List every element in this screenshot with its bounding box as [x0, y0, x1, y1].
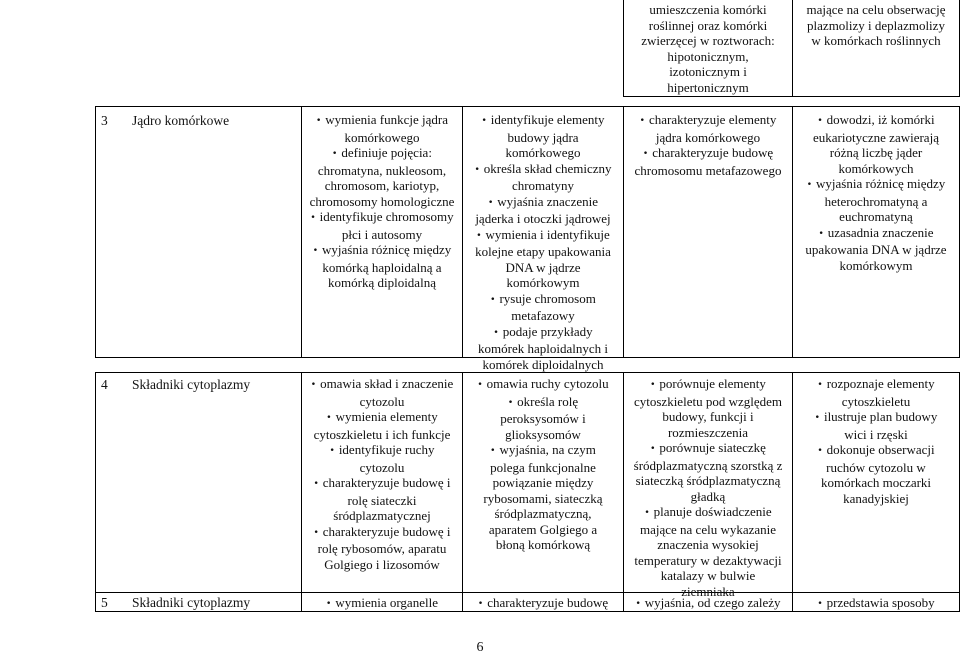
bullet-icon: • — [818, 228, 824, 239]
bullet-line — [463, 324, 623, 342]
cell-text: charakteryzuje budowę i — [322, 523, 451, 539]
cell-line — [793, 258, 959, 274]
row5-col2 — [463, 595, 623, 613]
cell-text: porównuje elementy — [659, 376, 766, 391]
bullet-icon: • — [312, 246, 319, 256]
cell-text: wymienia i identyfikuje — [485, 226, 610, 242]
bullet-icon: • — [474, 164, 480, 175]
cell-text: śródplazmatycznej — [333, 508, 431, 523]
cell-line — [302, 427, 462, 443]
bullet-line — [302, 242, 462, 260]
cell-text: charakteryzuje budowę — [487, 595, 609, 610]
bullet-line — [624, 145, 792, 163]
cell-line — [302, 194, 462, 210]
row4-col4 — [793, 376, 959, 506]
cell-text: metafazowy — [511, 308, 575, 323]
bullet-line — [463, 194, 623, 212]
bullet-icon: • — [817, 599, 823, 609]
cell-line — [624, 473, 792, 489]
cell-text: chromatyna, nukleosom, — [317, 162, 447, 178]
bullet-icon: • — [490, 446, 496, 456]
cell-text: kolejne etapy upakowania — [475, 244, 611, 259]
cell-line — [624, 553, 792, 569]
cell-text: wyjaśnia, od czego zależy — [644, 595, 781, 610]
cell-text: gładką — [690, 488, 726, 504]
cell-line — [463, 491, 623, 507]
cell-text: definiuje pojęcia: — [341, 145, 432, 160]
cell-text: upakowania DNA w jądrze — [805, 242, 947, 257]
cell-line — [793, 194, 959, 210]
cell-text: porównuje siateczkę — [659, 440, 766, 455]
bullet-line — [463, 595, 623, 613]
cell-text: komórkowego — [505, 145, 581, 160]
bullet-line — [624, 376, 792, 394]
cell-text: wymienia elementy — [335, 409, 438, 424]
cell-text: identyfikuje chromosomy — [319, 209, 454, 224]
cell-text: chromatyny — [511, 178, 575, 193]
cell-text: wyjaśnia różnicę między — [816, 176, 946, 191]
bullet-icon: • — [326, 599, 332, 609]
bullet-line — [624, 504, 792, 522]
cell-text: jądra komórkowego — [655, 129, 761, 145]
cell-text: komórkowych — [838, 160, 914, 176]
cell-line — [463, 537, 623, 553]
bullet-line — [793, 376, 959, 394]
cell-line: w komórkach roślinnych — [811, 33, 941, 48]
bullet-icon: • — [817, 446, 823, 456]
cell-text: omawia skład i znaczenie — [320, 376, 454, 391]
bullet-icon: • — [650, 380, 656, 390]
cell-text: komórkowym — [839, 257, 913, 273]
cell-top-col4 — [624, 2, 792, 95]
cell-text: śródplazmatyczną, — [494, 506, 592, 521]
bullet-icon: • — [806, 180, 813, 190]
bullet-line — [624, 595, 792, 613]
cell-line — [302, 163, 462, 179]
cell-line — [463, 341, 623, 357]
cell-text: ruchów cytozolu w — [826, 459, 926, 475]
row5-col4 — [793, 595, 959, 613]
bullet-line — [302, 524, 462, 542]
cell-text: komórkowym — [506, 275, 580, 290]
cell-text: cytoszkieletu i ich funkcje — [313, 426, 451, 442]
cell-text: przedstawia sposoby — [826, 595, 935, 610]
cell-text: planuje doświadczenie — [653, 504, 772, 519]
bullet-icon: • — [313, 479, 319, 489]
cell-text: wyjaśnia różnicę między — [322, 242, 452, 257]
bullet-line — [302, 409, 462, 427]
cell-text: określa rolę — [517, 393, 579, 409]
cell-line — [463, 211, 623, 227]
cell-text: komórką haploidalną a — [322, 259, 442, 275]
cell-line — [463, 260, 623, 276]
bullet-icon: • — [650, 444, 656, 454]
cell-text: mające na celu wykazanie — [639, 521, 777, 537]
cell-line — [793, 394, 959, 410]
bullet-line — [793, 112, 959, 130]
cell-text: temperatury w dezaktywacji — [634, 552, 782, 568]
cell-line — [793, 475, 959, 491]
cell-text: śródplazmatyczną szorstką z — [633, 457, 783, 473]
cell-line — [793, 242, 959, 258]
cell-line — [624, 522, 792, 538]
bullet-icon: • — [493, 327, 499, 338]
cell-line: hipertonicznym — [667, 79, 749, 95]
row4-col3 — [624, 376, 792, 599]
cell-line — [302, 541, 462, 557]
row5-col1 — [302, 595, 462, 613]
cell-line — [624, 409, 792, 425]
cell-line — [302, 227, 462, 243]
cell-text: płci i autosomy — [341, 226, 423, 242]
bullet-line — [793, 176, 959, 194]
row3-col4 — [793, 112, 959, 273]
cell-text: chromosomy homologiczne — [309, 193, 455, 209]
cell-text: euchromatyną — [839, 209, 913, 224]
bullet-icon: • — [817, 116, 823, 126]
cell-text: błoną komórkową — [495, 537, 591, 552]
cell-text: cytozolu — [359, 393, 405, 409]
cell-line — [463, 522, 623, 538]
cell-top-col5 — [793, 2, 959, 49]
cell-text: wymienia funkcje jądra — [325, 112, 449, 127]
cell-line — [463, 411, 623, 427]
cell-line — [302, 394, 462, 410]
row5-col3 — [624, 595, 792, 613]
cell-text: rysuje chromosom — [499, 290, 596, 306]
cell-line — [302, 178, 462, 194]
cell-line — [793, 460, 959, 476]
bullet-line — [302, 442, 462, 460]
bullet-icon: • — [313, 527, 319, 538]
cell-text: chromosom, kariotyp, — [324, 178, 440, 193]
bullet-icon: • — [490, 294, 496, 305]
cell-text: komórkach moczarki — [820, 475, 932, 490]
bullet-line — [793, 409, 959, 427]
cell-text: eukariotyczne zawierają — [813, 129, 939, 145]
cell-text: wymienia organelle — [335, 595, 438, 610]
cell-text: komórek haploidalnych i — [478, 341, 608, 356]
bullet-line — [463, 291, 623, 309]
bullet-line — [793, 442, 959, 460]
cell-line — [463, 308, 623, 324]
row3-col2 — [463, 112, 623, 372]
row3-col1 — [302, 112, 462, 291]
cell-line — [624, 537, 792, 553]
row-name: Składniki cytoplazmy — [132, 377, 251, 392]
cell-line — [463, 357, 623, 373]
cell-text: identyfikuje elementy — [490, 112, 605, 127]
cell-text: komórką diploidalną — [328, 275, 436, 290]
cell-line — [793, 427, 959, 443]
cell-text: charakteryzuje budowę — [652, 145, 774, 160]
bullet-line — [463, 161, 623, 179]
bullet-icon: • — [644, 508, 650, 518]
cell-text: heterochromatyną a — [824, 193, 928, 209]
bullet-line — [302, 595, 462, 613]
cell-line: roślinnej oraz komórki — [648, 17, 768, 33]
cell-text: powiązanie między — [492, 475, 594, 490]
bullet-line — [302, 209, 462, 227]
bullet-icon: • — [332, 149, 338, 159]
bullet-icon: • — [817, 380, 823, 390]
bullet-icon: • — [814, 413, 820, 423]
bullet-line — [463, 442, 623, 460]
cell-text: peroksysomów i — [500, 411, 586, 426]
cell-line — [463, 145, 623, 161]
bullet-icon: • — [310, 380, 317, 390]
bullet-icon: • — [329, 446, 335, 456]
cell-text: charakteryzuje budowę i — [322, 475, 451, 490]
bullet-line — [463, 112, 623, 130]
row3-col3 — [624, 112, 792, 178]
cell-text: omawia ruchy cytozolu — [486, 376, 609, 391]
cell-text: glioksysomów — [505, 426, 581, 442]
cell-text: polega funkcjonalne — [490, 459, 596, 475]
cell-line — [624, 489, 792, 505]
bullet-icon: • — [481, 116, 487, 126]
cell-text: rolę rybosomów, aparatu — [317, 541, 447, 556]
cell-text: aparatem Golgiego a — [488, 521, 598, 537]
cell-text: siateczką śródplazmatyczną — [635, 473, 781, 488]
bullet-icon: • — [642, 149, 649, 159]
cell-text: Golgiego i lizosomów — [324, 556, 440, 572]
cell-text: wici i rzęski — [844, 426, 908, 442]
cell-line — [463, 130, 623, 146]
cell-text: budowy jądra — [507, 129, 579, 145]
bullet-line — [793, 595, 959, 613]
bullet-line — [624, 440, 792, 458]
bullet-icon: • — [507, 397, 514, 408]
cell-text: charakteryzuje elementy — [648, 112, 777, 127]
bullet-icon: • — [477, 380, 483, 390]
bullet-line — [624, 112, 792, 130]
cell-line — [463, 244, 623, 260]
cell-line — [302, 130, 462, 146]
cell-line — [624, 568, 792, 584]
cell-line — [463, 427, 623, 443]
cell-line — [463, 275, 623, 291]
cell-line: izotonicznym i — [669, 64, 747, 79]
cell-text: uzasadnia znaczenie — [827, 224, 934, 240]
cell-line — [463, 475, 623, 491]
cell-text: rozmieszczenia — [667, 424, 749, 440]
cell-text: rolę siateczki — [347, 492, 417, 508]
cell-text: cytozolu — [359, 459, 405, 475]
cell-text: kanadyjskiej — [843, 490, 909, 506]
cell-text: dokonuje obserwacji — [826, 442, 935, 457]
cell-text: ziemniaka — [681, 583, 735, 599]
cell-text: jąderka i otoczki jądrowej — [475, 211, 611, 226]
cell-text: podaje przykłady — [502, 323, 593, 339]
cell-line — [302, 493, 462, 509]
cell-line — [302, 260, 462, 276]
cell-line — [793, 130, 959, 146]
cell-text: cytoszkieletu — [841, 393, 911, 409]
cell-text: ilustruje plan budowy — [823, 409, 938, 424]
cell-line — [302, 557, 462, 573]
cell-text: katalazy w bulwie — [660, 568, 756, 583]
cell-text: komórek diploidalnych — [482, 356, 604, 372]
cell-line — [302, 460, 462, 476]
bullet-icon: • — [635, 599, 641, 609]
cell-line — [793, 161, 959, 177]
bullet-line — [302, 376, 462, 394]
cell-line — [793, 145, 959, 161]
row4-col2 — [463, 376, 623, 553]
cell-text: chromosomu metafazowego — [634, 162, 782, 178]
page-number: 6 — [476, 640, 484, 655]
cell-line: hipotonicznym, — [667, 48, 749, 64]
cell-line — [793, 491, 959, 507]
cell-line — [624, 163, 792, 179]
cell-text: dowodzi, iż komórki — [826, 112, 935, 127]
cell-line — [302, 508, 462, 524]
cell-text: wyjaśnia, na czym — [499, 442, 596, 457]
bullet-icon: • — [310, 213, 316, 223]
bullet-icon: • — [315, 116, 322, 126]
bullet-line — [463, 376, 623, 394]
row-number: 5 — [101, 595, 108, 610]
bullet-icon: • — [487, 197, 494, 208]
cell-line — [793, 209, 959, 225]
row-number: 4 — [101, 377, 108, 392]
row-number: 3 — [101, 113, 108, 128]
bullet-line — [463, 227, 623, 245]
cell-line — [624, 130, 792, 146]
cell-line: plazmolizy i deplazmolizy — [807, 17, 945, 33]
cell-text: rozpoznaje elementy — [826, 376, 935, 391]
cell-line — [624, 458, 792, 474]
cell-line — [463, 460, 623, 476]
bullet-line — [463, 394, 623, 412]
cell-line — [624, 394, 792, 410]
cell-text: znaczenia wysokiej — [657, 537, 759, 552]
cell-line: zwierzęcej w roztworach: — [641, 33, 775, 48]
cell-text: identyfikuje ruchy — [338, 442, 435, 457]
cell-text: wyjaśnia znaczenie — [497, 193, 598, 209]
bullet-icon: • — [477, 599, 484, 609]
cell-text: komórkowego — [344, 129, 420, 145]
cell-text: różną liczbę jąder — [829, 145, 923, 160]
cell-text: cytoszkieletu pod względem — [633, 393, 782, 409]
bullet-icon: • — [326, 413, 332, 423]
bullet-line — [793, 225, 959, 243]
cell-line — [463, 178, 623, 194]
bullet-icon: • — [639, 116, 645, 126]
bullet-line — [302, 145, 462, 163]
cell-line — [302, 275, 462, 291]
cell-line — [624, 425, 792, 441]
bullet-icon: • — [476, 230, 482, 241]
cell-line — [463, 506, 623, 522]
cell-text: określa skład chemiczny — [483, 160, 612, 176]
row-name: Jądro komórkowe — [132, 113, 230, 128]
bullet-line — [302, 475, 462, 493]
cell-line: mające na celu obserwację — [806, 2, 946, 17]
row4-col1 — [302, 376, 462, 572]
cell-text: budowy, funkcji i — [662, 409, 754, 424]
cell-text: DNA w jądrze — [505, 259, 581, 275]
row-name: Składniki cytoplazmy — [132, 595, 251, 610]
cell-text: rybosomami, siateczką — [483, 490, 603, 506]
cell-line: umieszczenia komórki — [649, 2, 767, 17]
bullet-line — [302, 112, 462, 130]
